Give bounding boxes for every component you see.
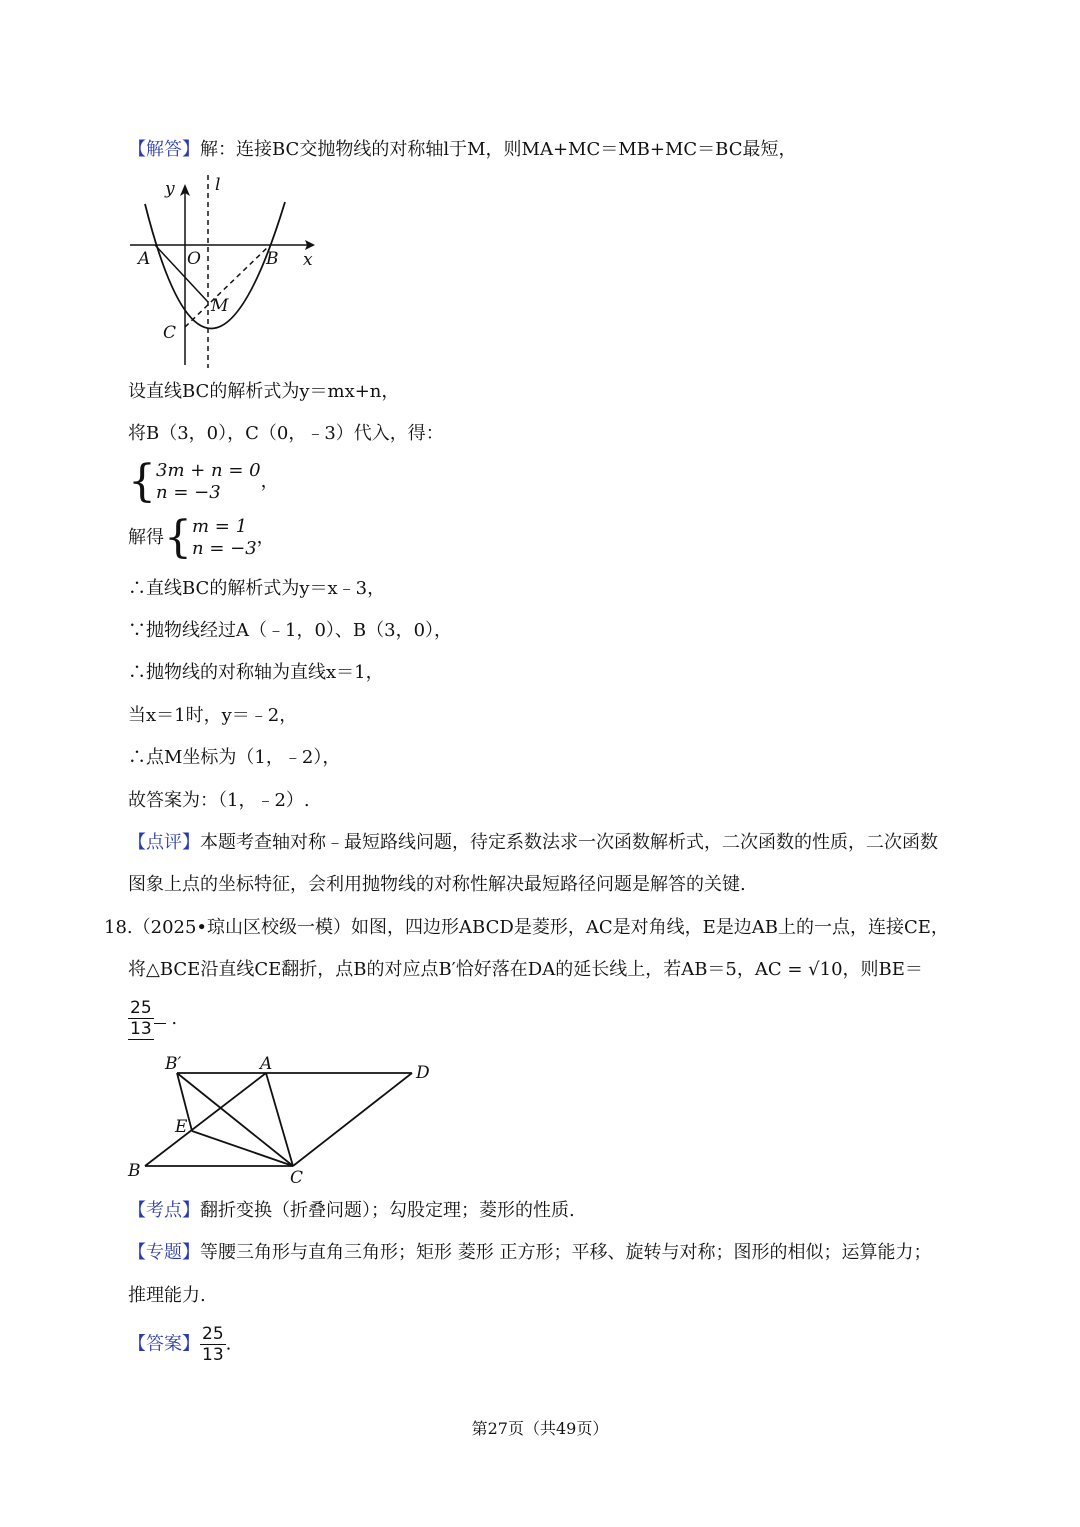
answer-tag: 【答案】 xyxy=(128,1333,200,1355)
fig1-label-m: M xyxy=(211,296,229,316)
line-substitute: 将B（3，0），C（0，﹣3）代入，得： xyxy=(128,423,444,444)
fig2-label-e: E xyxy=(175,1117,188,1137)
sys1-eq2: n = −3 xyxy=(156,482,221,503)
comment-tag: 【点评】 xyxy=(128,832,200,853)
answer-line xyxy=(128,1324,231,1370)
zhuanti-text-1: 等腰三角形与直角三角形；矩形 菱形 正方形；平移、旋转与对称；图形的相似；运算能力； xyxy=(200,1242,932,1263)
solution-text: 解：连接BC交抛物线的对称轴l于M，则MA+MC＝MB+MC＝BC最短， xyxy=(200,139,797,160)
zhuanti-line1 xyxy=(128,1241,931,1265)
parabola-figure xyxy=(125,170,325,370)
fig1-label-y: y xyxy=(165,179,175,199)
fig1-label-c: C xyxy=(163,323,177,343)
sys1-end: ， xyxy=(260,471,279,492)
question-18-line1: 18.（2025•琼山区校级一模）如图，四边形ABCD是菱形，AC是对角线，E是边AB上的一点，连接CE， xyxy=(104,917,949,938)
sys2-eq1: m = 1 xyxy=(192,516,248,537)
kaodian-tag: 【考点】 xyxy=(128,1200,200,1221)
page-footer: 第27页（共49页） xyxy=(471,1419,609,1438)
kaodian-line xyxy=(128,1199,575,1223)
fig2-label-d: D xyxy=(416,1063,430,1083)
q18-frac-end: . xyxy=(171,1008,178,1029)
fig2-label-c: C xyxy=(290,1168,304,1188)
line-when-x1: 当x＝1时，y＝﹣2， xyxy=(128,705,298,726)
zhuanti-tag: 【专题】 xyxy=(128,1242,200,1263)
system-2: 解得{ m = 1 n = −3 ， xyxy=(128,512,275,563)
sys1-eq1: 3m + n = 0 xyxy=(156,460,261,481)
fig1-label-x: x xyxy=(303,250,313,270)
fig2-label-b: B xyxy=(128,1161,141,1181)
fig2-label-bprime: B′ xyxy=(165,1054,182,1074)
line-bc-result: ∴直线BC的解析式为y＝x﹣3， xyxy=(128,578,386,599)
answer-den: 13 xyxy=(202,1345,224,1365)
q18-frac-den: 13 xyxy=(130,1019,152,1039)
fig1-label-b: B xyxy=(266,249,279,269)
fig1-label-a: A xyxy=(138,249,151,269)
comment-text-1: 本题考查轴对称﹣最短路线问题，待定系数法求一次函数解析式，二次函数的性质，二次函数 xyxy=(200,832,938,853)
solution-line xyxy=(128,138,797,162)
question-18-line2: 将△BCE沿直线CE翻折，点B的对应点B′恰好落在DA的延长线上，若AB＝5，AC = √10，则BE＝ xyxy=(128,959,923,980)
fig1-label-l: l xyxy=(215,175,221,195)
comment-line2: 图象上点的坐标特征，会利用抛物线的对称性解决最短路径问题是解答的关键. xyxy=(128,874,746,895)
sys2-eq2: n = −3 xyxy=(192,538,257,559)
line-point-m: ∴点M坐标为（1，﹣2）， xyxy=(128,747,341,768)
solution-tag: 【解答】 xyxy=(128,139,200,160)
answer-end: . xyxy=(225,1333,232,1355)
answer-num: 25 xyxy=(202,1324,224,1344)
line-answer-17: 故答案为：（1，﹣2）. xyxy=(128,790,310,811)
fig1-label-o: O xyxy=(187,249,201,269)
solve-prefix: 解得 xyxy=(128,527,164,548)
line-axis: ∴抛物线的对称轴为直线x＝1， xyxy=(128,662,384,683)
line-parabola-points: ∵抛物线经过A（﹣1，0）、B（3，0）， xyxy=(128,620,453,641)
comment-line1 xyxy=(128,831,938,855)
sys2-end: ， xyxy=(256,527,275,548)
zhuanti-line2: 推理能力. xyxy=(128,1285,206,1306)
q18-frac-num: 25 xyxy=(130,998,152,1018)
question-18-blank xyxy=(128,998,177,1044)
kaodian-text: 翻折变换（折叠问题）；勾股定理；菱形的性质. xyxy=(200,1200,575,1221)
system-1: { 3m + n = 0 n = −3 ， xyxy=(128,456,279,507)
line-set-bc: 设直线BC的解析式为y＝mx+n， xyxy=(128,381,400,402)
fig2-label-a: A xyxy=(260,1054,273,1074)
rhombus-figure xyxy=(120,1050,440,1190)
